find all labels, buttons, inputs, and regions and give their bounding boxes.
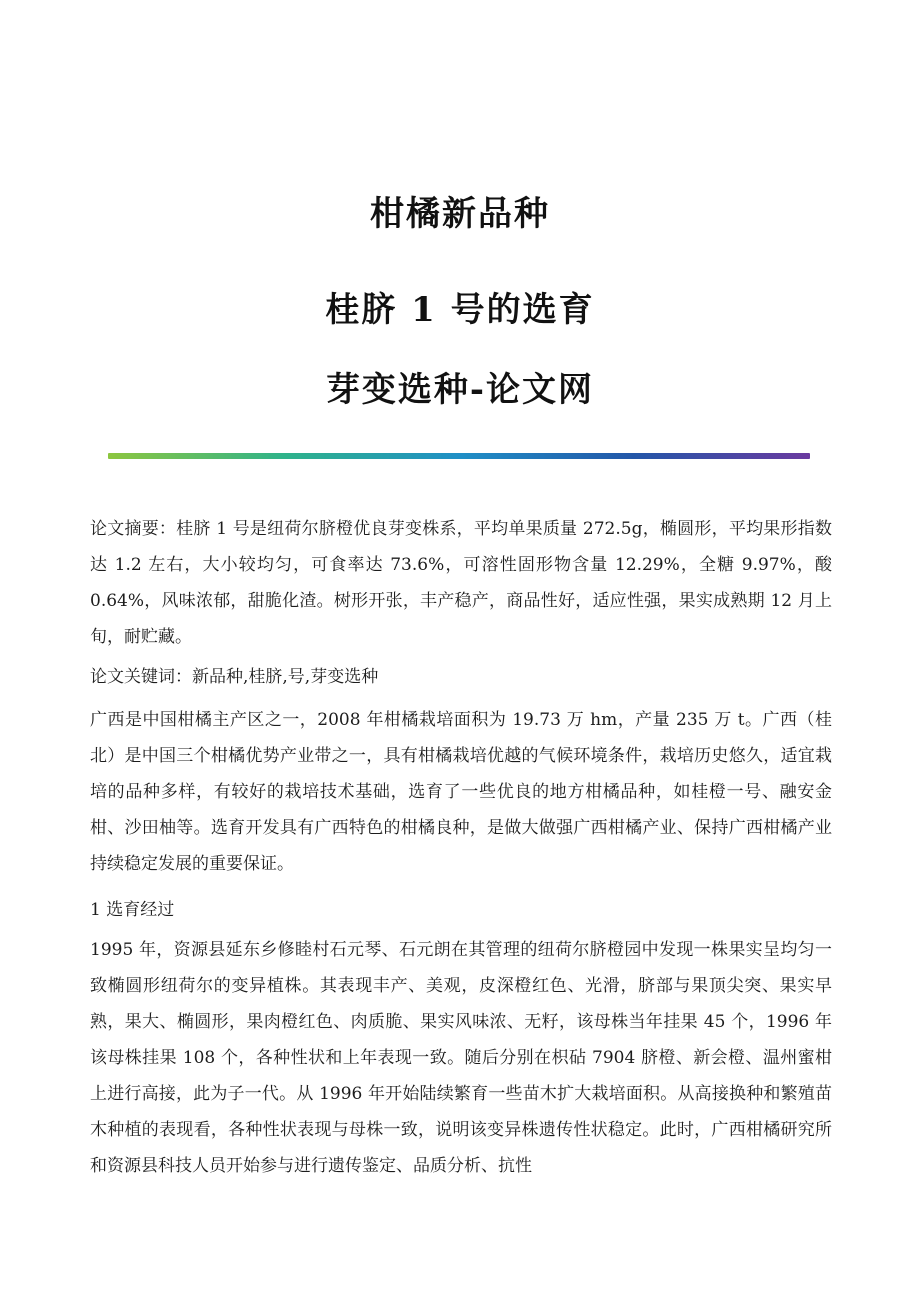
intro-paragraph: 广西是中国柑橘主产区之一，2008 年柑橘栽培面积为 19.73 万 hm，产量 235 万 t。广西（桂北）是中国三个柑橘优势产业带之一，具有柑橘栽培优越的气候环境条件，栽培历史悠久，适宜栽培的品种多样，有较好的栽培技术基础，选育了一些优良的地方柑橘品种，如桂橙一号、融安金柑、沙田柚等。选育开发具有广西特色的柑橘良种，是做大做强广西柑橘产业、保持广西柑橘产业持续稳定发展的重要保证。 <box>90 710 832 874</box>
keywords-paragraph: 论文关键词：新品种,桂脐,号,芽变选种 <box>90 667 379 687</box>
title-line-3: 芽变选种-论文网 <box>325 370 595 410</box>
section-heading: 1 选育经过 <box>90 900 175 920</box>
section-paragraph: 1995 年，资源县延东乡修睦村石元琴、石元朗在其管理的纽荷尔脐橙园中发现一株果实呈均匀一致椭圆形纽荷尔的变异植株。其表现丰产、美观，皮深橙红色、光滑，脐部与果顶尖突、果实早熟，果大、椭圆形，果肉橙红色、肉质脆、果实风味浓、无籽，该母株当年挂果 45 个，1996 年该母株挂果 108 个，各种性状和上年表现一致。随后分别在枳砧 7904 脐橙、新会橙、温州蜜柑上进行高接，此为子一代。从 1996 年开始陆续繁育一些苗木扩大栽培面积。从高接换种和繁殖苗木种植的表现看，各种性状表现与母株一致，说明该变异株遗传性状稳定。此时，广西柑橘研究所和资源县科技人员开始参与进行遗传鉴定、品质分析、抗性 <box>90 940 832 1176</box>
title-line-2: 桂脐 1 号的选育 <box>325 290 595 330</box>
abstract-paragraph: 论文摘要：桂脐 1 号是纽荷尔脐橙优良芽变株系，平均单果质量 272.5g，椭圆形，平均果形指数达 1.2 左右，大小较均匀，可食率达 73.6%，可溶性固形物含量 12.29%，全糖 9.97%，酸 0.64%，风味浓郁，甜脆化渣。树形开张，丰产稳产，商品性好，适应性强，果实成熟期 12 月上旬，耐贮藏。 <box>90 519 832 647</box>
gradient-divider <box>108 453 810 459</box>
title-line-1: 柑橘新品种 <box>370 194 550 234</box>
